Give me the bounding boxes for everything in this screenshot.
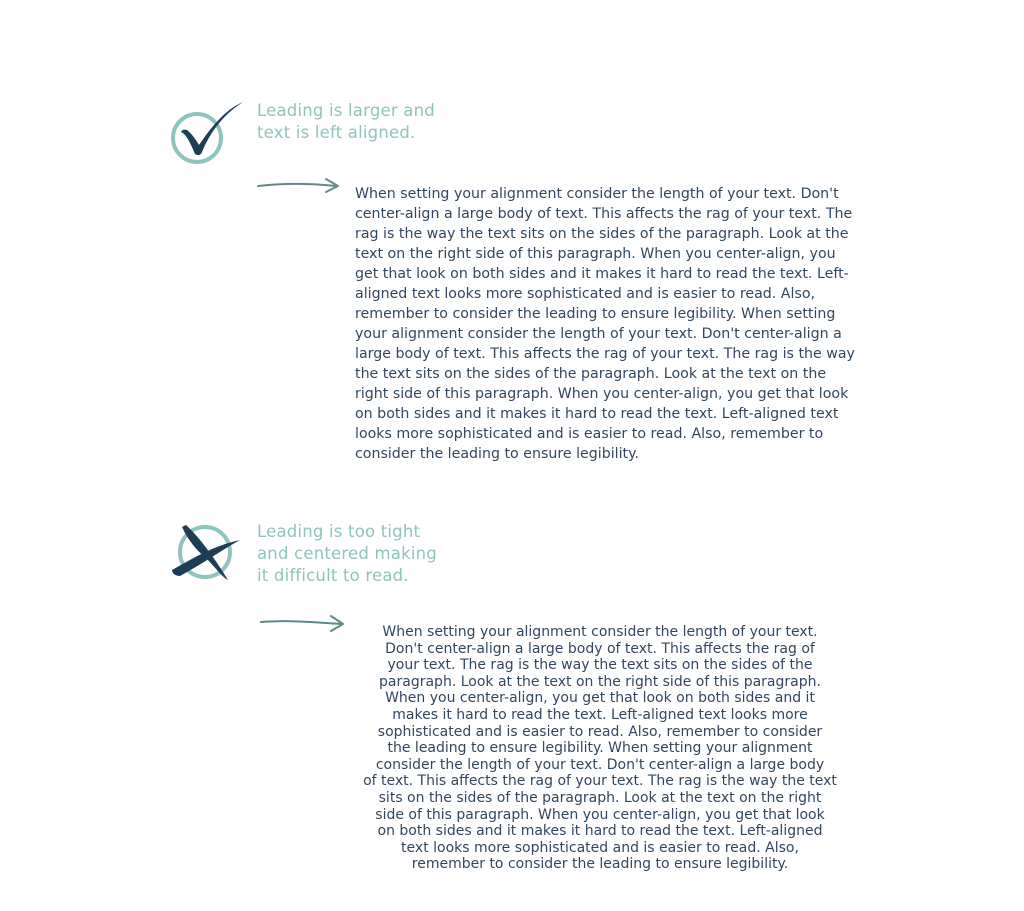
good-example-paragraph: When setting your alignment consider the length of your text. Don't center-align a large body of text. This affects the rag of your text. The rag is the way the text sits on the sides of the paragraph. Look at the text on the right side of this paragraph. When you center-align, you get that look on both sides and it makes it hard to read the text. Left- aligned text looks more sophisticated and is easier to read. Also, remember to consider the leading to ensure legibility. When setting your alignment consider the length of your text. Don't center-align a large body of text. This affects the rag of your text. The rag is the way the text sits on the sides of the paragraph. Look at the text on the right side of this paragraph. When you center-align, you get that look on both sides and it makes it hard to read the text. Left-aligned text looks more sophisticated and is easier to read. Also, remember to consider the leading to ensure legibility.: [355, 186, 855, 462]
bad-caption-line-2: and centered making: [257, 544, 437, 563]
good-caption: [257, 100, 435, 144]
good-caption-line-2: text is left aligned.: [257, 123, 416, 142]
good-caption-line-1: Leading is larger and: [257, 101, 435, 120]
checkmark-circle-icon: [168, 98, 248, 170]
arrow-right-icon: [259, 613, 347, 635]
bad-caption-line-3: it difficult to read.: [257, 566, 409, 585]
arrow-right-icon: [256, 176, 342, 196]
bad-caption: [257, 521, 437, 587]
bad-caption-line-1: Leading is too tight: [257, 522, 421, 541]
bad-example-paragraph: When setting your alignment consider the length of your text. Don't center-align a large body of text. This affects the rag of your text. The rag is the way the text sits on the sides of the paragraph. Look at the text on the right side of this paragraph. When you center-align, you get that look on both sides and it makes it hard to read the text. Left-aligned text looks more sophisticated and is easier to read. Also, remember to consider the leading to ensure legibility. When setting your alignment consider the length of your text. Don't center-align a large body of text. This affects the rag of your text. The rag is the way the text sits on the sides of the paragraph. Look at the text on the right side of this paragraph. When you center-align, you get that look on both sides and it makes it hard to read the text. Left-aligned text looks more sophisticated and is easier to read. Also, remember to consider the leading to ensure legibility.: [363, 624, 837, 873]
x-mark-circle-icon: [168, 520, 244, 584]
